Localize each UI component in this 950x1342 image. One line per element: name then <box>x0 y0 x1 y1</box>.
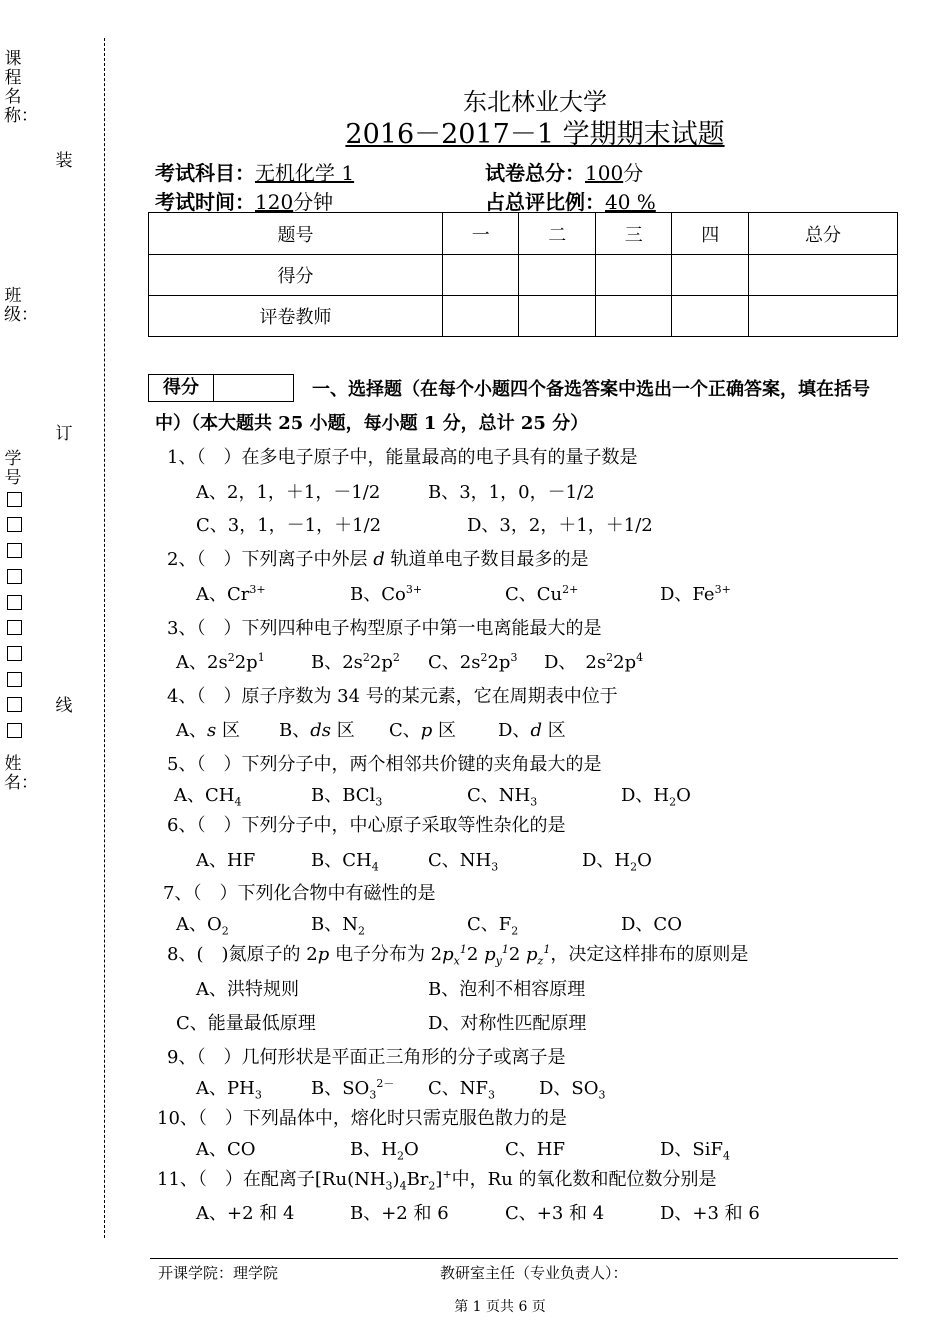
section-title-line1: 一、选择题（在每个小题四个备选答案中选出一个正确答案，填在括号 <box>312 379 870 400</box>
subscript: 2 <box>630 860 638 874</box>
footer-college: 开课学院：理学院 <box>158 1264 279 1282</box>
option-a: A、CO <box>196 1139 256 1160</box>
charge: 2+ <box>562 583 579 596</box>
option-a: A、2，1，＋1，－1/2 <box>196 482 381 503</box>
option-text: D、H <box>582 850 631 871</box>
q-text: 2 <box>466 944 485 965</box>
option-d <box>621 781 691 809</box>
option-c <box>467 910 518 938</box>
time-unit: 分钟 <box>293 190 334 214</box>
q-italic: d <box>373 549 385 570</box>
superscript: 3 <box>510 651 518 664</box>
option-italic: s <box>207 720 217 741</box>
q-text: 中，Ru 的氧化数和配位数分别是 <box>451 1169 717 1190</box>
q-text: 电子分布为 2 <box>329 944 443 965</box>
option-text: O <box>637 850 652 871</box>
header-cell: 一 <box>442 213 519 255</box>
option-b <box>279 716 355 742</box>
id-digit-box[interactable] <box>7 697 22 712</box>
option-b <box>311 781 382 809</box>
question-11 <box>157 1165 717 1193</box>
subscript: 4 <box>371 860 379 874</box>
option-b <box>350 1135 419 1163</box>
option-d <box>660 1135 730 1163</box>
option-d <box>582 846 652 874</box>
option-text: D、 <box>498 720 531 741</box>
grader-cell[interactable] <box>595 296 672 337</box>
q-text: ) <box>392 1169 400 1190</box>
option-b <box>350 580 422 606</box>
q-text: 下列晶体中，熔化时只需克服色散力的是 <box>242 1108 567 1129</box>
option-c: C、3，1，－1，＋1/2 <box>196 515 382 536</box>
header-cell: 四 <box>672 213 749 255</box>
id-digit-box[interactable] <box>7 492 22 507</box>
option-text: D、H <box>621 785 670 806</box>
subject-label: 考试科目： <box>155 161 255 185</box>
question-8 <box>167 940 748 968</box>
option-a <box>176 716 240 742</box>
option-text: B、Co <box>350 584 406 605</box>
q-text: 下列离子中外层 <box>241 549 368 570</box>
option-a <box>174 781 241 809</box>
charge: 2－ <box>376 1077 395 1090</box>
q-text: 下列四种电子构型原子中第一电离能最大的是 <box>241 618 602 639</box>
superscript: 2 <box>480 651 488 664</box>
question-3 <box>167 614 601 640</box>
q-num: 6、（ ） <box>167 815 242 836</box>
option-a <box>196 1074 262 1102</box>
subscript: 4 <box>723 1149 731 1163</box>
option-c <box>505 580 578 606</box>
option-a: A、洪特规则 <box>196 979 299 1000</box>
footer-divider <box>150 1258 898 1259</box>
superscript: 2 <box>362 651 370 664</box>
q-num: 5、（ ） <box>167 754 242 775</box>
q-text: Br <box>406 1169 429 1190</box>
total-value: 100 <box>585 161 624 185</box>
question-5 <box>167 750 601 776</box>
option-d: D、3，2，＋1，＋1/2 <box>467 515 653 536</box>
subscript: 3 <box>491 860 499 874</box>
q-num: 11、（ ） <box>157 1169 243 1190</box>
subscript: 2 <box>511 924 519 938</box>
option-text: B、CH <box>311 850 372 871</box>
option-italic: ds <box>310 720 331 741</box>
class-label: 班级： <box>4 286 38 325</box>
option-text: 2p <box>234 652 258 673</box>
question-6 <box>167 811 565 837</box>
course-name-label: 课程名称： <box>4 49 38 126</box>
option-a: A、+2 和 4 <box>196 1203 295 1224</box>
q-text: 下列分子中，两个相邻共价键的夹角最大的是 <box>241 754 602 775</box>
subscript: 3 <box>488 1088 496 1102</box>
option-b <box>311 846 379 874</box>
row-label: 得分 <box>149 255 443 296</box>
subscript: 3 <box>254 1088 262 1102</box>
option-b: B、+2 和 6 <box>350 1203 449 1224</box>
binding-line <box>104 38 105 1238</box>
q-text: 几何形状是平面正三角形的分子或离子是 <box>241 1047 566 1068</box>
header-cell: 三 <box>595 213 672 255</box>
id-digit-box[interactable] <box>7 620 22 635</box>
option-text: A、 <box>176 720 207 741</box>
name-label: 姓名： <box>4 754 38 793</box>
subscript: 3 <box>530 795 538 809</box>
row-label: 评卷教师 <box>149 296 443 337</box>
question-9 <box>167 1043 565 1069</box>
score-row <box>149 255 898 296</box>
option-text: 2p <box>369 652 393 673</box>
option-c <box>428 648 517 674</box>
subscript: 4 <box>234 795 242 809</box>
option-d <box>544 648 643 674</box>
id-digit-box[interactable] <box>7 646 22 661</box>
id-digit-box[interactable] <box>7 517 22 532</box>
option-b: B、3，1，0，－1/2 <box>428 482 595 503</box>
charge: 3+ <box>405 583 423 596</box>
option-d: D、+3 和 6 <box>660 1203 760 1224</box>
option-text: C、 <box>389 720 421 741</box>
grader-cell[interactable] <box>748 296 897 337</box>
option-c: C、HF <box>505 1139 565 1160</box>
superscript: 2 <box>392 651 400 664</box>
q-text: 2 <box>508 944 526 965</box>
id-digit-box[interactable] <box>7 595 22 610</box>
superscript: 1 <box>543 943 551 956</box>
option-text: C、NH <box>467 785 531 806</box>
exam-title: 2016－2017－1 学期期末试题 <box>345 119 725 150</box>
q-num: 8、( ) <box>167 944 229 965</box>
section-score-label: 得分 <box>149 375 214 401</box>
subscript: 3 <box>375 795 383 809</box>
option-b <box>311 1074 394 1102</box>
q-text: ，决定这样排布的原则是 <box>550 944 749 965</box>
subscript: x <box>453 954 460 968</box>
exam-subject <box>155 157 354 186</box>
subscript: 3 <box>385 1179 393 1193</box>
exam-ratio <box>485 186 656 215</box>
superscript: 4 <box>636 651 644 664</box>
subscript: 2 <box>357 924 365 938</box>
option-text: B、 <box>279 720 311 741</box>
footer-director: 教研室主任（专业负责人）： <box>440 1264 628 1282</box>
q-text: 氮原子的 2 <box>228 944 318 965</box>
option-c <box>428 846 498 874</box>
exam-total <box>485 157 643 186</box>
option-text: 区 <box>216 720 240 741</box>
q-num: 4、（ ） <box>167 686 242 707</box>
subscript: z <box>537 954 544 968</box>
option-text: B、N <box>311 914 358 935</box>
total-label: 试卷总分： <box>485 161 585 185</box>
question-10 <box>157 1104 567 1130</box>
id-digit-box[interactable] <box>7 672 22 687</box>
option-text: 区 <box>432 720 457 741</box>
option-a <box>196 580 266 606</box>
binding-mark-ding: 订 <box>55 424 73 444</box>
option-text: 区 <box>541 720 566 741</box>
option-b <box>311 910 365 938</box>
score-cell[interactable] <box>595 255 672 296</box>
id-digit-box[interactable] <box>7 543 22 558</box>
superscript: 1 <box>501 943 509 956</box>
student-id-label: 学号 <box>4 449 22 488</box>
option-italic: p <box>420 720 433 741</box>
q-text: 在配离子[Ru(NH <box>242 1169 386 1190</box>
option-d <box>498 716 566 742</box>
option-text: D、Fe <box>660 584 715 605</box>
subscript: 2 <box>396 1149 404 1163</box>
ratio-value: 40 % <box>605 190 656 214</box>
q-italic: p <box>526 944 538 965</box>
option-a <box>176 648 265 674</box>
option-c <box>467 781 537 809</box>
option-text: 区 <box>331 720 355 741</box>
superscript: 1 <box>459 943 467 956</box>
q-text: 轨道单电子数目最多的是 <box>390 549 589 570</box>
q-italic: p <box>442 944 454 965</box>
subscript: 2 <box>428 1179 436 1193</box>
subscript: 3 <box>369 1088 377 1102</box>
option-text: C、F <box>467 914 512 935</box>
option-d: D、对称性匹配原理 <box>428 1013 587 1034</box>
time-label: 考试时间： <box>155 190 255 214</box>
section-score-box <box>148 374 294 402</box>
header-cell: 题号 <box>149 213 443 255</box>
option-text: C、Cu <box>505 584 563 605</box>
q-text: 下列化合物中有磁性的是 <box>237 883 436 904</box>
option-text: O <box>676 785 691 806</box>
grader-cell[interactable] <box>519 296 596 337</box>
option-a: A、HF <box>196 850 256 871</box>
option-italic: d <box>530 720 542 741</box>
subject-value: 无机化学 1 <box>255 161 355 185</box>
q-num: 1、（ ） <box>167 447 242 468</box>
q-text: ] <box>435 1169 443 1190</box>
score-table <box>148 212 898 337</box>
grader-row <box>149 296 898 337</box>
q-num: 3、（ ） <box>167 618 242 639</box>
subscript: 3 <box>598 1088 606 1102</box>
option-text: 2p <box>613 652 637 673</box>
option-text: C、NH <box>428 850 492 871</box>
subscript: y <box>495 954 502 968</box>
score-cell[interactable] <box>748 255 897 296</box>
question-1 <box>167 443 637 469</box>
option-text: C、2s <box>428 652 481 673</box>
ratio-label: 占总评比例： <box>485 190 605 214</box>
option-text: A、Cr <box>196 584 250 605</box>
option-c <box>389 716 456 742</box>
option-text: A、CH <box>174 785 235 806</box>
option-text: O <box>403 1139 419 1160</box>
q-text: 在多电子原子中，能量最高的电子具有的量子数是 <box>241 447 638 468</box>
option-text: A、PH <box>196 1078 255 1099</box>
superscript: 2 <box>606 651 614 664</box>
q-text: 下列分子中，中心原子采取等性杂化的是 <box>241 815 566 836</box>
option-text: C、NF <box>428 1078 489 1099</box>
option-text: D、SiF <box>660 1139 724 1160</box>
question-2 <box>167 545 588 571</box>
binding-mark-zhuang: 装 <box>55 151 73 171</box>
subscript: 4 <box>399 1179 407 1193</box>
option-text: D、SO <box>539 1078 599 1099</box>
id-digit-box[interactable] <box>7 723 22 738</box>
option-text: A、O <box>176 914 222 935</box>
option-text: A、2s <box>176 652 228 673</box>
charge: + <box>442 1168 452 1181</box>
option-d: D、CO <box>621 914 682 935</box>
time-value: 120 <box>255 190 294 214</box>
score-cell[interactable] <box>672 255 749 296</box>
total-unit: 分 <box>623 161 644 185</box>
q-num: 2、（ ） <box>167 549 242 570</box>
option-text: B、H <box>350 1139 397 1160</box>
university-name: 东北林业大学 <box>463 88 607 116</box>
q-italic: p <box>317 944 330 965</box>
option-d <box>660 580 731 606</box>
id-digit-box[interactable] <box>7 569 22 584</box>
option-d <box>539 1074 606 1102</box>
q-num: 10、（ ） <box>157 1108 243 1129</box>
q-text: 原子序数为 34 号的某元素，它在周期表中位于 <box>241 686 618 707</box>
binding-mark-xian: 线 <box>55 696 73 716</box>
option-text: 2p <box>487 652 511 673</box>
q-num: 7、（ ） <box>163 883 238 904</box>
page-number: 第 1 页共 6 页 <box>454 1299 546 1315</box>
question-4 <box>167 682 618 708</box>
grader-cell[interactable] <box>672 296 749 337</box>
question-7 <box>163 879 435 905</box>
header-cell: 二 <box>519 213 596 255</box>
option-b: B、泡利不相容原理 <box>428 979 586 1000</box>
option-text: B、SO <box>311 1078 370 1099</box>
subscript: 2 <box>221 924 229 938</box>
charge: 3+ <box>714 583 731 596</box>
subscript: 2 <box>669 795 677 809</box>
superscript: 2 <box>227 651 235 664</box>
q-italic: p <box>484 944 496 965</box>
score-table-header <box>149 213 898 255</box>
section-title-line2: 中）（本大题共 25 小题，每小题 1 分，总计 25 分） <box>155 413 589 434</box>
charge: 3+ <box>249 583 266 596</box>
header-cell: 总分 <box>748 213 897 255</box>
option-text: D、 2s <box>544 652 607 673</box>
grader-cell[interactable] <box>442 296 519 337</box>
exam-time <box>155 186 333 215</box>
option-c <box>428 1074 495 1102</box>
option-text: B、BCl <box>311 785 376 806</box>
score-cell[interactable] <box>442 255 519 296</box>
q-num: 9、（ ） <box>167 1047 242 1068</box>
superscript: 1 <box>257 651 265 664</box>
option-c: C、+3 和 4 <box>505 1203 605 1224</box>
option-c: C、能量最低原理 <box>176 1013 316 1034</box>
option-text: B、2s <box>311 652 363 673</box>
option-a <box>176 910 229 938</box>
score-cell[interactable] <box>519 255 596 296</box>
option-b <box>311 648 400 674</box>
